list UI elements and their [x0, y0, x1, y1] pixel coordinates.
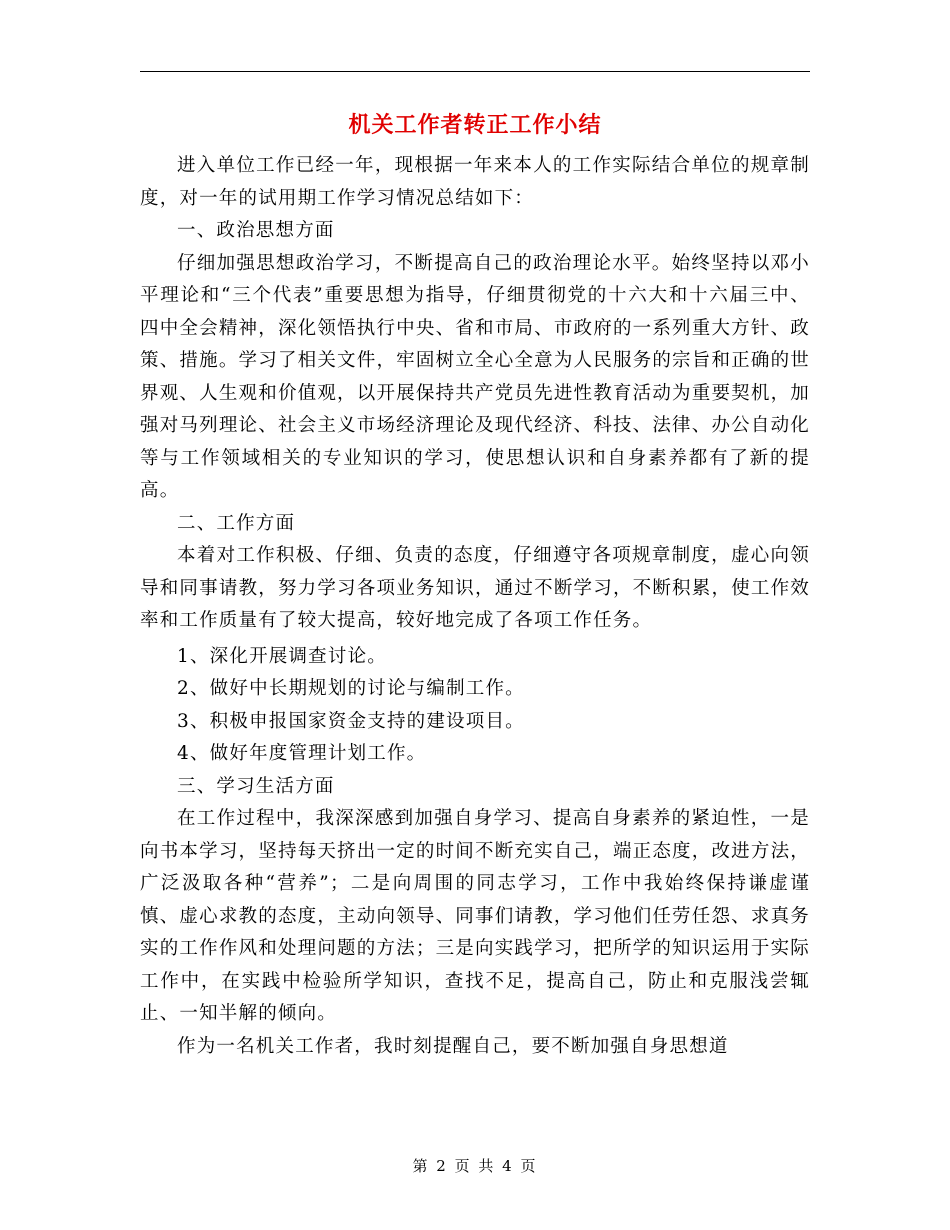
section-body-political: 仔细加强思想政治学习，不断提高自己的政治理论水平。始终坚持以邓小平理论和“三个代表”重要思想为指导，仔细贯彻党的十六大和十六届三中、四中全会精神，深化领悟执行中央、省和市局、市政府的一系列重大方针、政策、措施。学习了相关文件，牢固树立全心全意为人民服务的宗旨和正确的世界观、人生观和价值观，以开展保持共产党员先进性教育活动为重要契机，加强对马列理论、社会主义市场经济理论及现代经济、科技、法律、办公自动化等与工作领域相关的专业知识的学习，使思想认识和自身素养都有了新的提高。 [140, 252, 810, 501]
section-body-study: 在工作过程中，我深深感到加强自身学习、提高自身素养的紧迫性，一是向书本学习，坚持每天挤出一定的时间不断充实自己，端正态度，改进方法，广泛汲取各种“营养”；二是向周围的同志学习，工作中我始终保持谦虚谨慎、虚心求教的态度，主动向领导、同事们请教，学习他们任劳任怨、求真务实的工作作风和处理问题的方法；三是向实践学习，把所学的知识运用于实际工作中，在实践中检验所学知识，查找不足，提高自己，防止和克服浅尝辄止、一知半解的倾向。 [140, 808, 810, 1024]
section-heading-political: 一、政治思想方面 [177, 220, 335, 241]
closing-paragraph: 作为一名机关工作者，我时刻提醒自己，要不断加强自身思想道 [177, 1035, 729, 1057]
work-item: 2、做好中长期规划的讨论与编制工作。 [177, 678, 525, 699]
page-number: 第 2 页 共 4 页 [412, 1157, 538, 1175]
work-item: 3、积极申报国家资金支持的建设项目。 [177, 710, 525, 732]
work-item: 4、做好年度管理计划工作。 [177, 743, 427, 764]
document-body [140, 150, 810, 1063]
section-heading-work: 二、工作方面 [177, 512, 296, 534]
section-body-work: 本着对工作积极、仔细、负责的态度，仔细遵守各项规章制度，虚心向领导和同事请教，努力学习各项业务知识，通过不断学习，不断积累，使工作效率和工作质量有了较大提高，较好地完成了各项工作任务。 [140, 545, 810, 631]
section-heading-study: 三、学习生活方面 [177, 775, 335, 797]
header-rule [140, 71, 810, 72]
work-item: 1、深化开展调查讨论。 [177, 645, 387, 667]
intro-paragraph: 进入单位工作已经一年，现根据一年来本人的工作实际结合单位的规章制度，对一年的试用期工作学习情况总结如下： [140, 155, 810, 209]
document-title: 机关工作者转正工作小结 [348, 112, 602, 138]
